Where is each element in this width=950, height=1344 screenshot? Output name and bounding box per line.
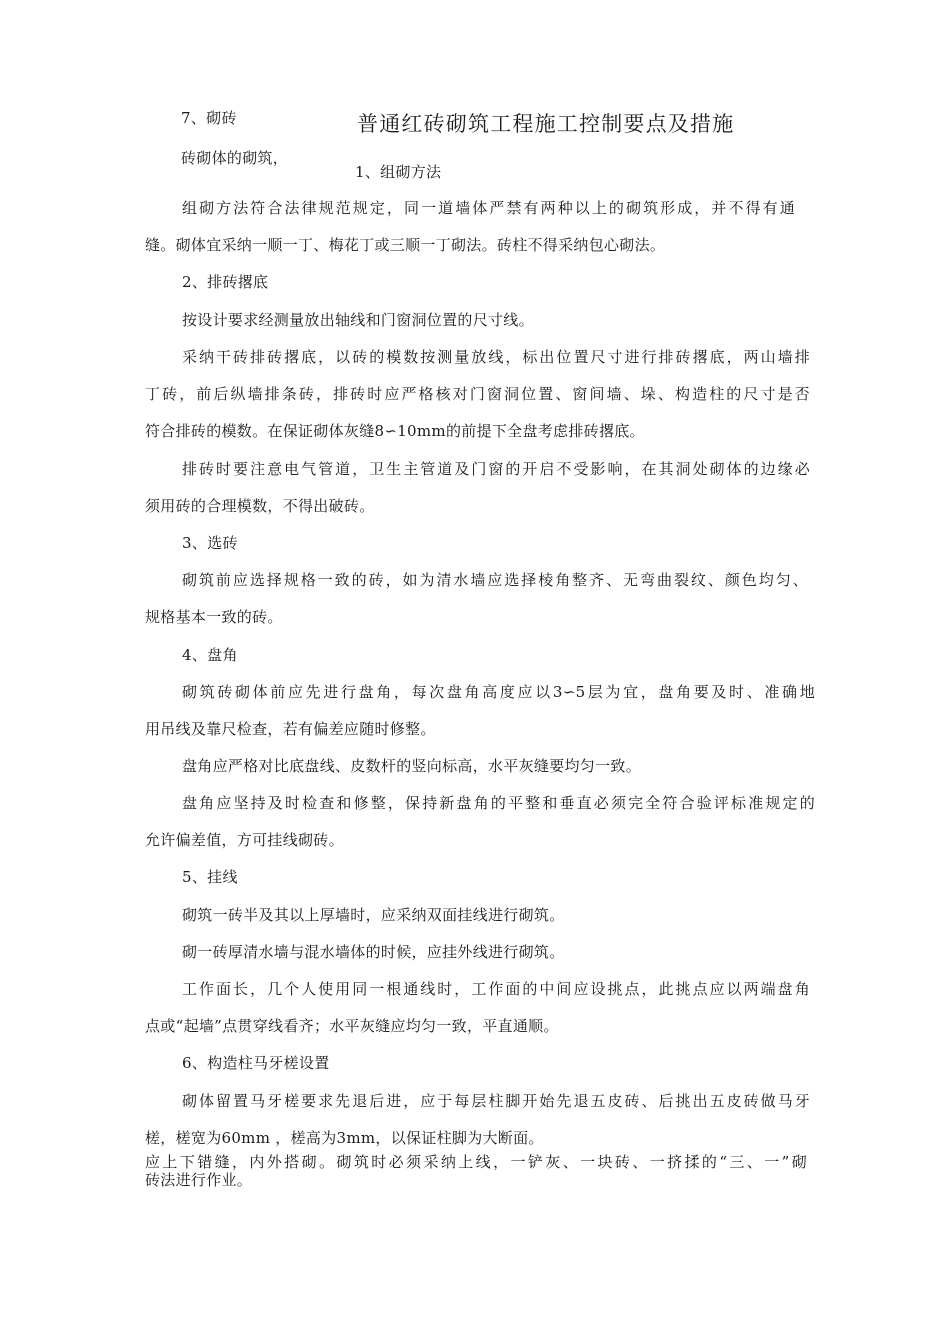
paragraph-line: 排砖时要注意电气管道，卫生主管道及门窗的开启不受影响，在其洞处砌体的边缘必 <box>182 460 810 478</box>
section-heading-3: 3、选砖 <box>182 534 238 552</box>
paragraph-line: 槎，槎宽为60mm ，槎高为3mm，以保证柱脚为大断面。 <box>145 1129 544 1147</box>
page-title: 普通红砖砌筑工程施工控制要点及措施 <box>357 112 735 136</box>
section-heading-6: 6、构造柱马牙槎设置 <box>182 1054 330 1072</box>
paragraph-line: 点或“起墙”点贯穿线看齐；水平灰缝应均匀一致，平直通顺。 <box>145 1017 559 1035</box>
paragraph-line: 砌体留置马牙槎要求先退后进，应于每层柱脚开始先退五皮砖、后挑出五皮砖做马牙 <box>182 1092 810 1110</box>
paragraph-line: 应上下错缝，内外搭砌。砌筑时必须采纳上线，一铲灰、一块砖、一挤揉的“三、一”砌 <box>145 1153 807 1171</box>
paragraph-line: 符合排砖的模数。在保证砌体灰缝8∽10mm的前提下全盘考虑排砖撂底。 <box>145 422 645 440</box>
paragraph-line: 砖法进行作业。 <box>145 1171 253 1189</box>
paragraph-line: 砌一砖厚清水墙与混水墙体的时候，应挂外线进行砌筑。 <box>182 943 565 961</box>
paragraph-line: 用吊线及靠尺检查，若有偏差应随时修整。 <box>145 720 436 738</box>
section-heading-5: 5、挂线 <box>182 868 238 886</box>
paragraph-line: 须用砖的合理模数，不得出破砖。 <box>145 497 375 515</box>
paragraph-line: 丁砖，前后纵墙排条砖，排砖时应严格核对门窗洞位置、窗间墙、垛、构造柱的尺寸是否 <box>145 385 810 403</box>
paragraph-line: 工作面长，几个人使用同一根通线时，工作面的中间应设挑点，此挑点应以两端盘角 <box>182 980 810 998</box>
paragraph-line: 采纳干砖排砖撂底，以砖的模数按测量放线，标出位置尺寸进行排砖撂底，两山墙排 <box>182 348 810 366</box>
paragraph-line: 砌筑砖砌体前应先进行盘角，每次盘角高度应以3∽5层为宜，盘角要及时、准确地 <box>182 683 815 701</box>
paragraph-line: 砌筑一砖半及其以上厚墙时，应采纳双面挂线进行砌筑。 <box>182 906 565 924</box>
corner-label: 7、砌砖 <box>181 109 237 127</box>
section-heading-1: 1、组砌方法 <box>355 163 442 181</box>
paragraph-line: 按设计要求经测量放出轴线和门窗洞位置的尺寸线。 <box>182 311 534 329</box>
paragraph-line: 规格基本一致的砖。 <box>145 608 283 626</box>
paragraph-line: 允许偏差值，方可挂线砌砖。 <box>145 831 344 849</box>
paragraph-line: 缝。砌体宜采纳一顺一丁、梅花丁或三顺一丁砌法。砖柱不得采纳包心砌法。 <box>145 236 666 254</box>
paragraph-line: 盘角应坚持及时检查和修整，保持新盘角的平整和垂直必须完全符合验评标准规定的 <box>182 794 815 812</box>
paragraph-line: 组砌方法符合法律规范规定，同一道墙体严禁有两种以上的砌筑形成，并不得有通 <box>182 199 795 217</box>
sub-label: 砖砌体的砌筑， <box>181 149 289 167</box>
paragraph-line: 砌筑前应选择规格一致的砖，如为清水墙应选择棱角整齐、无弯曲裂纹、颜色均匀、 <box>182 571 808 589</box>
section-heading-4: 4、盘角 <box>182 646 238 664</box>
section-heading-2: 2、排砖撂底 <box>182 273 269 291</box>
paragraph-line: 盘角应严格对比底盘线、皮数杆的竖向标高，水平灰缝要均匀一致。 <box>182 757 642 775</box>
